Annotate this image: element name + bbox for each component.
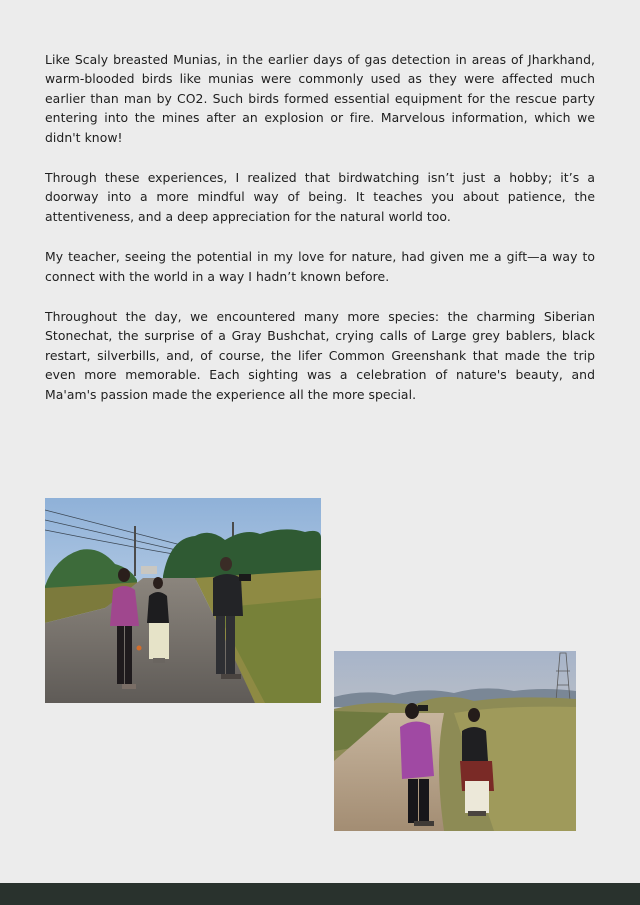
paragraph-experiences: Through these experiences, I realized that birdwatching isn’t just a hobby; it’s a doorway into a more mindful way of being. It teaches you about patience, the attentiveness, and a deep appreciation for the natural world too.: [45, 170, 595, 224]
paragraph-species: Throughout the day, we encountered many more species: the charming Siberian Stonechat, the surprise of a Gray Bushchat, crying calls of Large grey bablers, black restart, silverbills, and, of course, the lifer Common Greenshank that made the trip even more memorable. Each sighting was a celebration of nature's beauty, and Ma'am's passion made the experience all the more special.: [45, 309, 595, 402]
photo-women-trail: [334, 651, 576, 831]
paragraph-munias: Like Scaly breasted Munias, in the earlier days of gas detection in areas of Jharkhand, warm-blooded birds like munias were commonly used as they were affected much earlier than man by CO2. Such birds formed essential equipment for the rescue party entering into the mines after an explosion or fire. Marvelous information, which we didn't know!: [45, 52, 595, 145]
article-body: [45, 50, 595, 425]
photo-women-trail-image: [334, 651, 576, 831]
photo-birdwatchers-road: [45, 498, 321, 703]
photo-birdwatchers-road-image: [45, 498, 321, 703]
footer-band: [0, 883, 640, 905]
paragraph-teacher-gift: My teacher, seeing the potential in my love for nature, had given me a gift—a way to connect with the world in a way I hadn’t known before.: [45, 249, 595, 284]
